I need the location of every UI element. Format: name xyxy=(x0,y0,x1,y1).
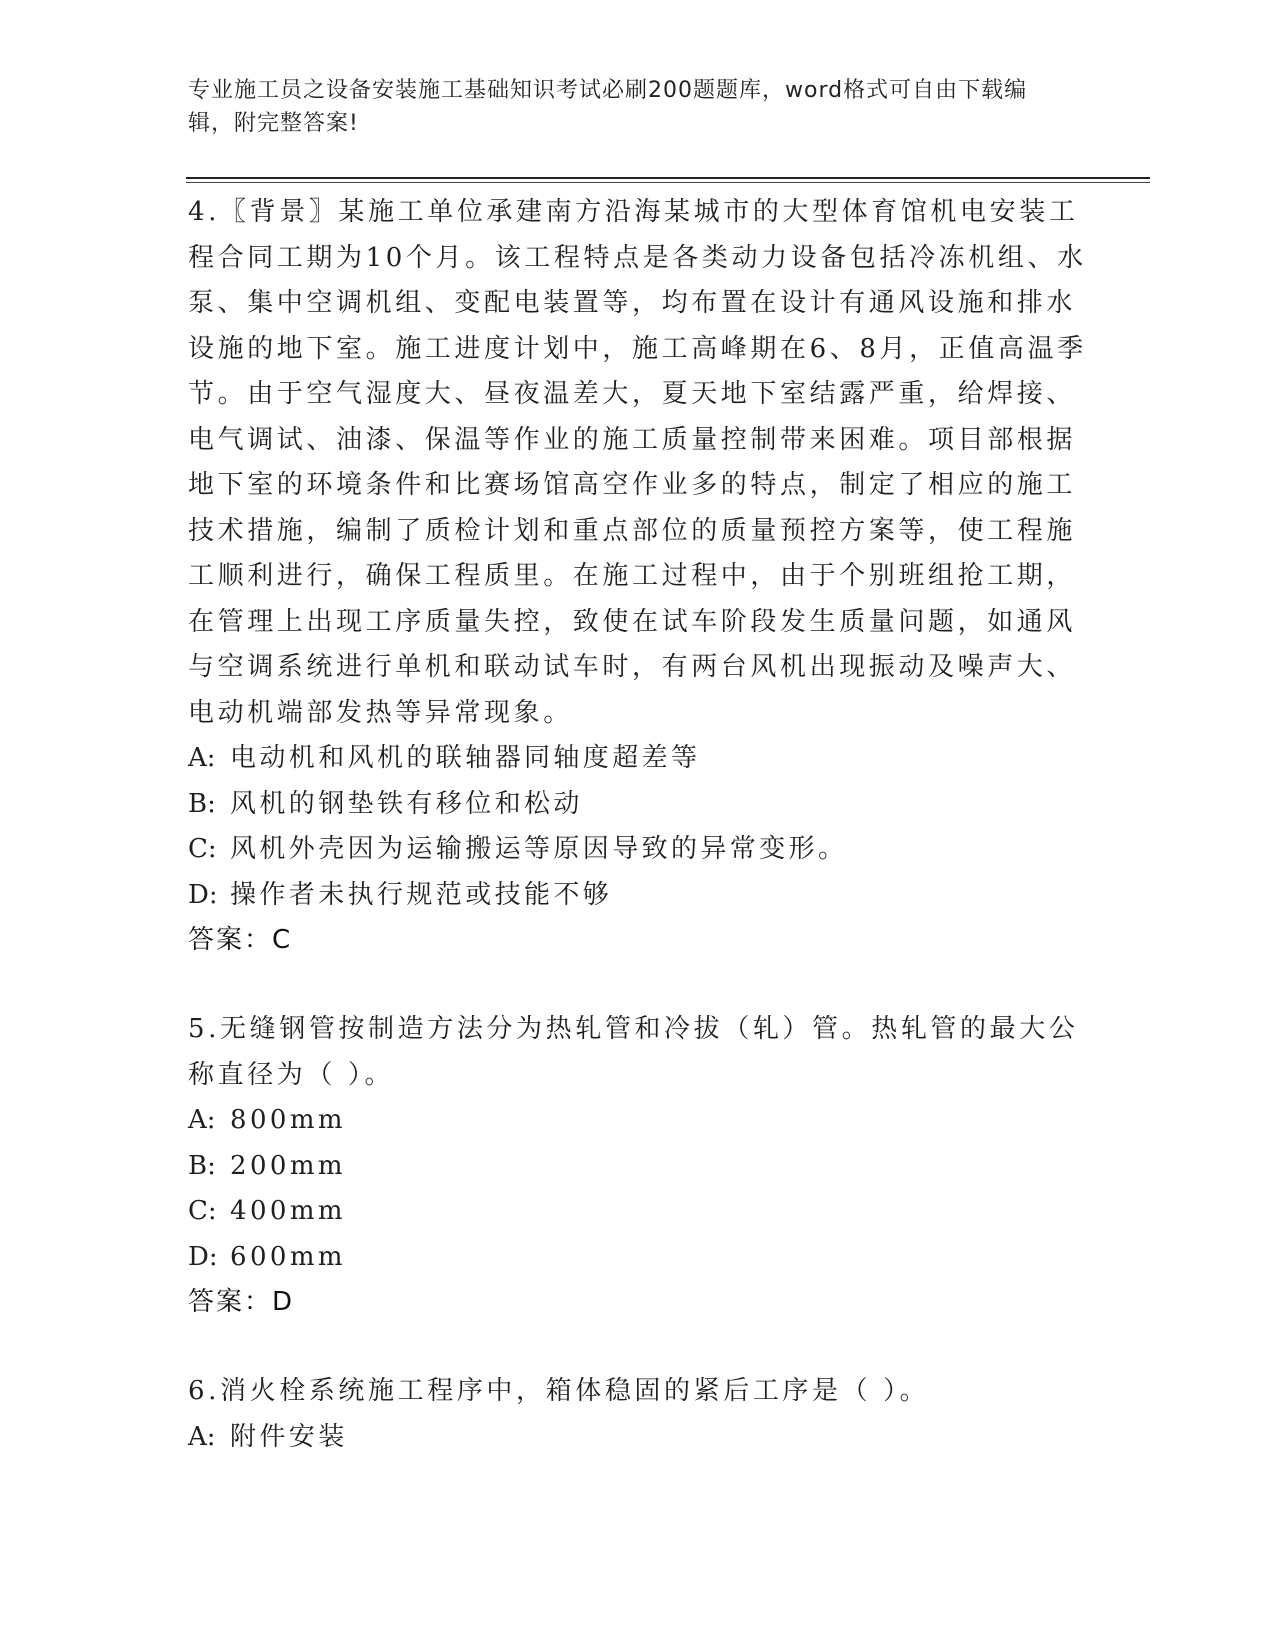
question-text: 消火栓系统施工程序中，箱体稳固的紧后工序是（ ）。 xyxy=(220,1376,930,1406)
header-divider-thin xyxy=(186,182,1150,183)
option-key: D: xyxy=(188,879,218,910)
option-key: B: xyxy=(188,788,216,819)
option-key: A: xyxy=(188,743,216,773)
option-a xyxy=(188,1415,1088,1461)
answer-line: 答案：D xyxy=(188,1287,295,1317)
question-5 xyxy=(188,1007,1088,1325)
answer-line: 答案：C xyxy=(188,925,293,955)
question-4 xyxy=(188,190,1088,963)
option-key: C: xyxy=(188,834,217,864)
header-divider xyxy=(186,177,1150,179)
question-stem xyxy=(188,1369,1088,1415)
option-key: A: xyxy=(188,1105,216,1135)
option-text: 附件安装 xyxy=(230,1421,348,1452)
option-text: 600mm xyxy=(230,1241,346,1272)
option-b xyxy=(188,782,1088,828)
option-key: C: xyxy=(188,1196,217,1226)
option-c xyxy=(188,1189,1088,1235)
question-number: 4. xyxy=(188,197,221,227)
option-a xyxy=(188,1098,1088,1144)
question-6 xyxy=(188,1369,1088,1460)
document-header xyxy=(188,74,1068,140)
option-key: A: xyxy=(188,1421,216,1452)
question-number: 5. xyxy=(188,1014,221,1044)
option-b xyxy=(188,1144,1088,1190)
option-c xyxy=(188,827,1088,873)
question-number: 6. xyxy=(188,1376,221,1406)
option-text: 电动机和风机的联轴器同轴度超差等 xyxy=(230,743,701,773)
option-d xyxy=(188,873,1088,919)
option-text: 风机外壳因为运输搬运等原因导致的异常变形。 xyxy=(230,834,848,864)
option-text: 操作者未执行规范或技能不够 xyxy=(230,879,613,910)
option-text: 200mm xyxy=(230,1150,346,1181)
question-list xyxy=(188,190,1088,1460)
question-text: 无缝钢管按制造方法分为热轧管和冷拔（轧）管。热轧管的最大公称直径为（ ）。 xyxy=(188,1014,1079,1090)
question-stem xyxy=(188,190,1088,736)
question-text: 〖背景〗某施工单位承建南方沿海某城市的大型体育馆机电安装工程合同工期为10个月。该工程特点是各类动力设备包括冷冻机组、水泵、集中空调机组、变配电装置等，均布置在设计有通风设施和排水设施的地下室。施工进度计划中，施工高峰期在6、8月，正值高温季节。由于空气湿度大、昼夜温差大，夏天地下室结露严重，给焊接、电气调试、油漆、保温等作业的施工质量控制带来困难。项目部根据地下室的环境条件和比赛场馆高空作业多的特点，制定了相应的施工技术措施，编制了质检计划和重点部位的质量预控方案等，使工程施工顺利进行，确保工程质里。在施工过程中，由于个别班组抢工期，在管理上出现工序质量失控，致使在试车阶段发生质量问题，如通风与空调系统进行单机和联动试车时，有两台风机出现振动及噪声大、电动机端部发热等异常现象。 xyxy=(188,197,1087,728)
option-text: 400mm xyxy=(230,1196,346,1226)
option-text: 800mm xyxy=(230,1105,346,1135)
option-d xyxy=(188,1235,1088,1281)
option-key: B: xyxy=(188,1150,216,1181)
header-title: 专业施工员之设备安装施工基础知识考试必刷200题题库，word格式可自由下载编辑，附完整答案! xyxy=(188,78,1028,136)
option-a xyxy=(188,736,1088,782)
question-stem xyxy=(188,1007,1088,1098)
option-text: 风机的钢垫铁有移位和松动 xyxy=(230,788,583,819)
option-key: D: xyxy=(188,1241,218,1272)
